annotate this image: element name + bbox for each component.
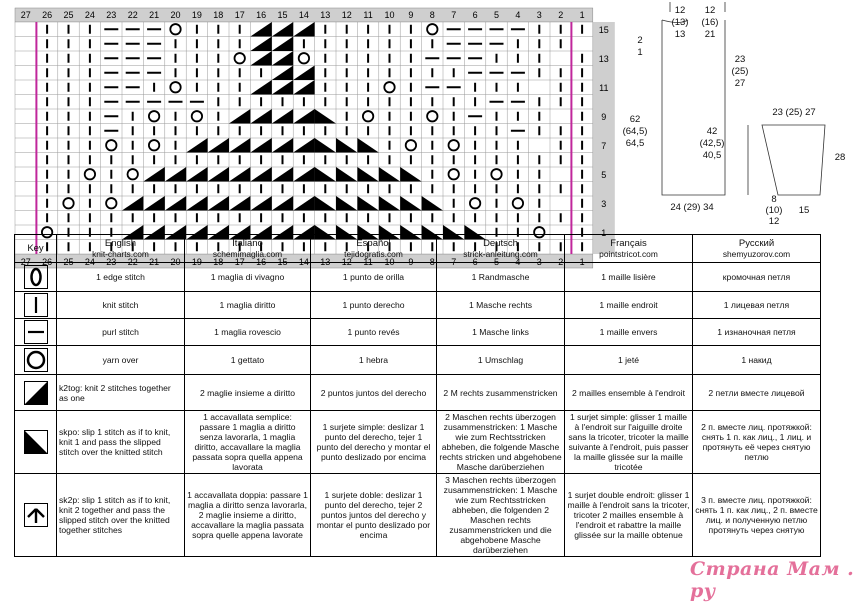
header-site: shemyuzorov.com — [722, 248, 791, 259]
header-site: strick-anleitung.com — [463, 248, 538, 259]
knit-stitch-icon — [24, 293, 48, 317]
top-col-number: 13 — [320, 10, 331, 20]
top-col-number: 26 — [42, 10, 53, 20]
key-description: 1 накид — [693, 346, 821, 375]
neck-width-2: (13) — [671, 17, 689, 28]
key-description: 1 maille endroit — [565, 292, 693, 319]
key-description: 2 puntos juntos del derecho — [311, 375, 437, 411]
key-header-lang — [437, 235, 565, 263]
header-language: Key — [27, 242, 44, 254]
top-col-number: 17 — [234, 10, 245, 20]
armhole-2: (25) — [731, 66, 749, 77]
bottom-col-number: 10 — [384, 257, 395, 267]
bottom-col-number: 23 — [106, 257, 117, 267]
shoulder-width-3: 21 — [704, 29, 716, 40]
top-col-number: 8 — [429, 10, 435, 20]
header-language: Italiano — [232, 237, 263, 249]
row-number: 1 — [601, 227, 607, 238]
bottom-col-number: 24 — [84, 257, 95, 267]
shoulder-width-1: 12 — [704, 5, 716, 16]
top-col-number: 19 — [191, 10, 202, 20]
side-length-1: 42 — [706, 126, 718, 137]
key-row — [15, 263, 821, 292]
top-col-number: 10 — [384, 10, 395, 20]
header-site: knit-charts.com — [92, 248, 149, 259]
key-description: 1 punto derecho — [311, 292, 437, 319]
bottom-col-number: 11 — [363, 257, 373, 267]
key-description: 1 Umschlag — [437, 346, 565, 375]
top-col-number: 20 — [170, 10, 181, 20]
bottom-col-number: 18 — [213, 257, 224, 267]
key-description: 1 лицевая петля — [693, 292, 821, 319]
key-description: 2 петли вместе лицевой — [693, 375, 821, 411]
header-site: schemimaglia.com — [212, 248, 283, 259]
header-language: Русский — [738, 237, 775, 249]
body-width: 24 (29) 34 — [670, 202, 714, 213]
top-col-number: 24 — [84, 10, 95, 20]
bottom-col-number: 14 — [298, 257, 309, 267]
bottom-col-number: 2 — [558, 257, 564, 267]
row-number: 13 — [598, 53, 609, 64]
symbol-cell — [15, 292, 57, 319]
side-length-3: 40,5 — [702, 150, 722, 161]
symbol-cell — [15, 263, 57, 292]
key-description: 1 maglia rovescio — [185, 319, 311, 346]
cuff-1: 8 — [771, 194, 777, 205]
stitch-key-table — [14, 234, 821, 557]
key-description: 1 edge stitch — [57, 263, 185, 292]
top-col-number: 6 — [472, 10, 478, 20]
neck-width-1: 12 — [674, 5, 686, 16]
symbol-cell — [15, 474, 57, 557]
body-length-3: 64,5 — [625, 138, 645, 149]
garment-schematic — [600, 0, 860, 230]
header-language: Español — [356, 237, 391, 249]
key-description: 1 изнаночная петля — [693, 319, 821, 346]
row-number: 5 — [601, 169, 607, 180]
key-description: 2 maglie insieme a diritto — [185, 375, 311, 411]
top-col-number: 23 — [106, 10, 117, 20]
key-description: 1 Masche rechts — [437, 292, 565, 319]
bottom-col-number: 13 — [320, 257, 331, 267]
key-header-lang — [565, 235, 693, 263]
bottom-col-number: 3 — [536, 257, 542, 267]
key-description: 1 punto de orilla — [311, 263, 437, 292]
bottom-col-number: 27 — [20, 257, 31, 267]
key-description: sk2p: slip 1 stitch as if to knit, knit 2 together and pass the slipped stitch over the knitted together stitches — [57, 474, 185, 557]
key-row — [15, 346, 821, 375]
bottom-col-number: 17 — [234, 257, 245, 267]
key-description: knit stitch — [57, 292, 185, 319]
sleeve-length: 28 — [834, 152, 846, 163]
key-description: 1 maglia di vivagno — [185, 263, 311, 292]
sk2p-icon — [24, 503, 48, 527]
row-number: 11 — [599, 82, 609, 93]
symbol-cell — [15, 375, 57, 411]
bottom-col-number: 5 — [493, 257, 500, 267]
header-language: Français — [610, 237, 647, 249]
neck-depth-2: 1 — [637, 47, 643, 58]
key-description: 1 Masche links — [437, 319, 565, 346]
key-description: purl stitch — [57, 319, 185, 346]
key-description: k2tog: knit 2 stitches together as one — [57, 375, 185, 411]
top-col-number: 25 — [63, 10, 74, 20]
neck-depth-1: 2 — [637, 35, 643, 46]
yarn-over-icon — [24, 348, 48, 372]
header-site: pointstricot.com — [599, 248, 658, 259]
armhole-3: 27 — [734, 78, 746, 89]
header-language: English — [104, 237, 137, 249]
key-description: 1 hebra — [311, 346, 437, 375]
bottom-col-number: 9 — [408, 257, 414, 267]
bottom-col-number: 22 — [127, 257, 138, 267]
bottom-col-number: 16 — [256, 257, 267, 267]
key-description: 1 accavallata doppia: passare 1 maglia a diritto senza lavorarla, 2 maglie insieme a diritto, accavallare la maglia passata sopra quelle appena lavorate — [185, 474, 311, 557]
key-description: 2 M rechts zusammenstricken — [437, 375, 565, 411]
bottom-col-number: 15 — [277, 257, 288, 267]
key-description: 1 Randmasche — [437, 263, 565, 292]
skpo-icon — [24, 430, 48, 454]
bottom-col-number: 7 — [451, 257, 457, 267]
k2tog-icon — [24, 381, 48, 405]
top-col-number: 16 — [256, 10, 267, 20]
key-header-key — [15, 235, 57, 263]
top-col-number: 14 — [298, 10, 309, 20]
row-number: 7 — [601, 140, 607, 151]
key-description: 1 jeté — [565, 346, 693, 375]
edge-stitch-icon — [24, 265, 48, 289]
key-description: 2 mailles ensemble à l'endroit — [565, 375, 693, 411]
top-col-number: 12 — [341, 10, 352, 20]
row-number: 3 — [601, 198, 607, 209]
key-header-lang — [693, 235, 821, 263]
watermark: Страна Мам . ру — [690, 558, 855, 602]
key-description: 1 surjet double endroit: glisser 1 maille à l'endroit sans la tricoter, tricoter 2 mailles ensemble à l'endroit et rabattre la maille glissée sur la maille obtenue — [565, 474, 693, 557]
top-col-number: 27 — [20, 10, 31, 20]
row-number: 9 — [601, 111, 607, 122]
key-header-lang — [57, 235, 185, 263]
key-row — [15, 375, 821, 411]
cuff-3: 12 — [768, 216, 780, 227]
top-col-number: 15 — [277, 10, 288, 20]
key-header-lang — [185, 235, 311, 263]
cuff-2: (10) — [765, 205, 783, 216]
key-row — [15, 292, 821, 319]
bottom-col-number: 21 — [149, 257, 160, 267]
top-col-number: 9 — [408, 10, 414, 20]
symbol-cell — [15, 319, 57, 346]
bottom-col-number: 12 — [341, 257, 352, 267]
top-col-number: 21 — [149, 10, 160, 20]
key-description: 3 Maschen rechts überzogen zusammenstricken: 1 Masche wie zum Rechtsstricken abheben, die folgenden 2 Maschen rechts zusammenstricken und die abgehobene Masche darüberziehen — [437, 474, 565, 557]
sleeve-top-width: 23 (25) 27 — [772, 107, 816, 118]
bottom-col-number: 6 — [472, 257, 478, 267]
bottom-col-number: 8 — [429, 257, 435, 267]
key-description: skpo: slip 1 stitch as if to knit, knit 1 and pass the slipped stitch over the knitted stitch — [57, 411, 185, 474]
top-col-number: 22 — [127, 10, 138, 20]
armhole-1: 23 — [734, 54, 746, 65]
bottom-col-number: 19 — [191, 257, 202, 267]
top-col-number: 11 — [363, 10, 373, 20]
key-description: 1 punto revés — [311, 319, 437, 346]
top-col-number: 3 — [536, 10, 542, 20]
side-length-2: (42,5) — [699, 138, 725, 149]
top-col-number: 18 — [213, 10, 224, 20]
body-outline — [662, 20, 725, 195]
key-header-lang — [311, 235, 437, 263]
symbol-cell — [15, 346, 57, 375]
key-row — [15, 411, 821, 474]
body-length-2: (64,5) — [622, 126, 648, 137]
sleeve-outline — [762, 125, 825, 195]
key-row — [15, 319, 821, 346]
bottom-col-number: 20 — [170, 257, 181, 267]
bottom-col-number: 4 — [515, 257, 521, 267]
key-description: 2 Maschen rechts überzogen zusammenstricken: 1 Masche wie zum Rechtsstricken abheben, die folgende Masche rechts stricken und abgehobene Masche darüberziehen — [437, 411, 565, 474]
shoulder-width-2: (16) — [701, 17, 719, 28]
key-description: 1 surjete simple: deslizar 1 punto del derecho, tejer 1 punto del derecho y montar el punto deslizado por encima — [311, 411, 437, 474]
key-description: 2 п. вместе лиц. протяжкой: снять 1 п. как лиц., 1 лиц. и протянуть её через снятую петлю — [693, 411, 821, 474]
bottom-col-number: 26 — [42, 257, 53, 267]
neck-width-3: 13 — [674, 29, 686, 40]
top-col-number: 5 — [493, 10, 500, 20]
row-number: 15 — [598, 24, 609, 35]
top-col-number: 1 — [579, 10, 585, 20]
key-description: 1 gettato — [185, 346, 311, 375]
key-description: yarn over — [57, 346, 185, 375]
key-description: 1 surjet simple: glisser 1 maille à l'endroit sur l'aiguille droite sans la tricoter, tricoter la maille suivante à l'endroit, puis passer la maille glissée sur la maille tricotée — [565, 411, 693, 474]
top-col-number: 4 — [515, 10, 521, 20]
key-description: кромочная петля — [693, 263, 821, 292]
header-language: Deutsch — [483, 237, 518, 249]
cuff-width: 15 — [798, 205, 810, 216]
body-length-1: 62 — [629, 114, 641, 125]
key-description: 1 maille lisière — [565, 263, 693, 292]
key-description: 1 accavallata semplice: passare 1 maglia a diritto senza lavorarla, 1 maglia diritto, accavallare la maglia passata sopra quella appena lavorata — [185, 411, 311, 474]
key-description: 1 maglia diritto — [185, 292, 311, 319]
top-col-number: 2 — [558, 10, 564, 20]
top-col-number: 7 — [451, 10, 457, 20]
bottom-col-number: 1 — [579, 257, 585, 267]
purl-stitch-icon — [24, 320, 48, 344]
key-row — [15, 474, 821, 557]
symbol-cell — [15, 411, 57, 474]
header-site: tejidogratis.com — [344, 248, 403, 259]
bottom-col-number: 25 — [63, 257, 74, 267]
key-description: 1 maille envers — [565, 319, 693, 346]
key-description: 1 surjete doble: deslizar 1 punto del derecho, tejer 2 puntos juntos del derecho y montar el punto deslizado por encima — [311, 474, 437, 557]
key-description: 3 п. вместе лиц. протяжкой: снять 1 п. как лиц., 2 п. вместе лиц. и полученную петлю протянуть через снятую — [693, 474, 821, 557]
